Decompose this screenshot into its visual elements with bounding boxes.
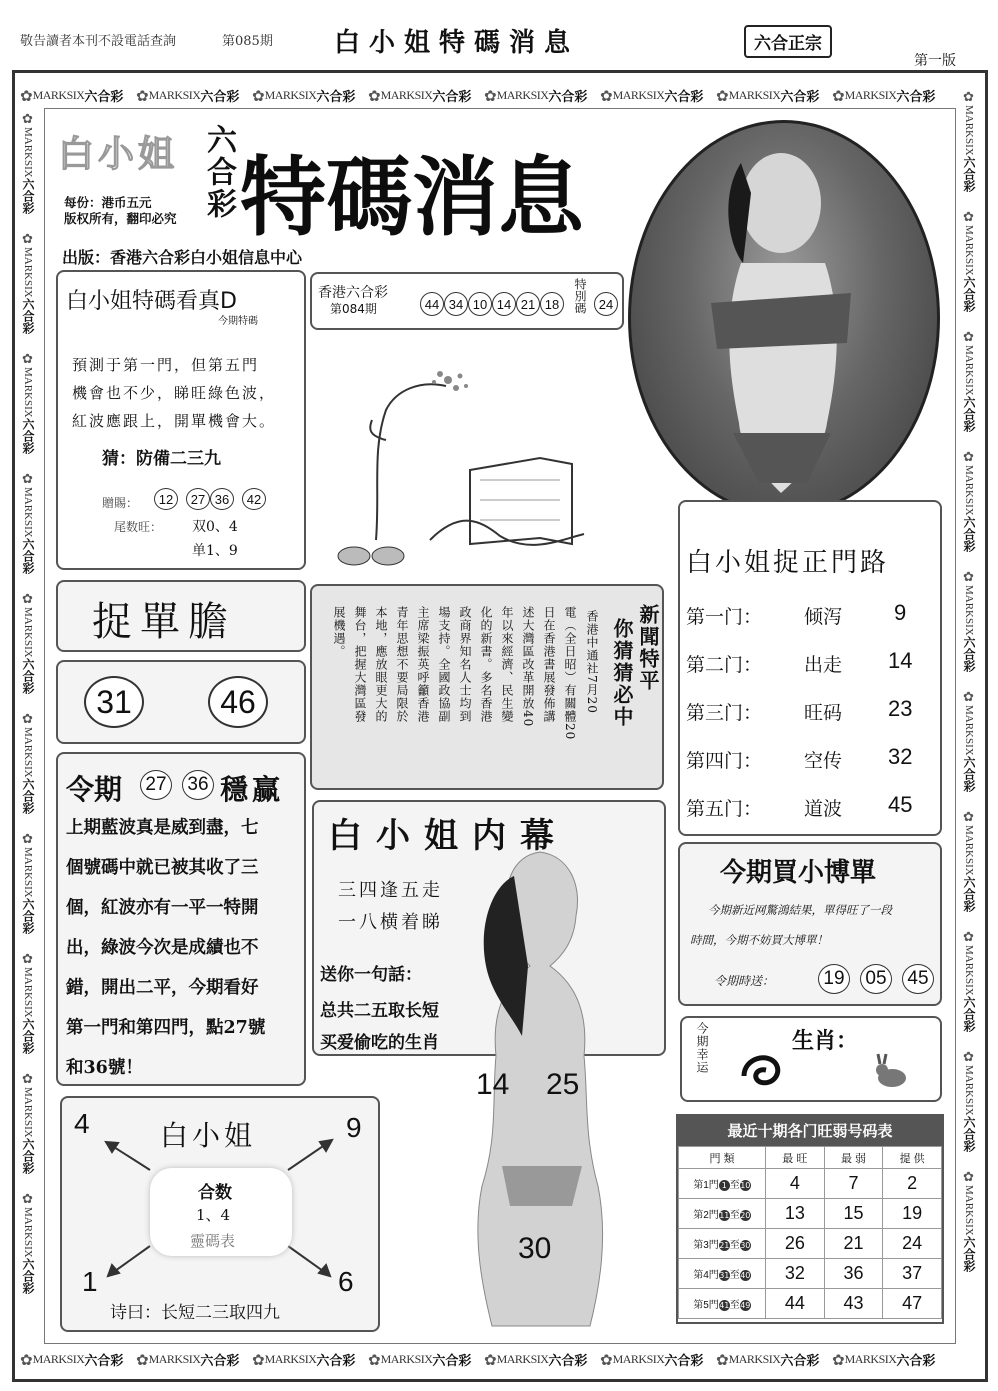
flower-icon: ✿ — [21, 1072, 36, 1087]
border-tile: ✿MARKSIX六合彩 — [962, 690, 977, 792]
issue-number: 第085期 — [222, 34, 273, 49]
border-tile: ✿ MARKSIX 六合彩 — [832, 1350, 936, 1369]
winning-box — [56, 752, 306, 1086]
header-title: 白小姐特碼消息 — [334, 28, 580, 58]
news-byline: 香港中通社7月20 — [585, 610, 599, 714]
border-tile: ✿MARKSIX六合彩 — [21, 592, 36, 694]
border-tile: ✿MARKSIX六合彩 — [21, 1072, 36, 1174]
winning-prefix: 令期 — [66, 773, 123, 806]
flower-icon: ✿ — [136, 86, 149, 105]
border-tile: ✿MARKSIX六合彩 — [962, 570, 977, 672]
news-column: 述大灣區改革開放40 — [521, 606, 535, 728]
border-tile: ✿MARKSIX六合彩 — [962, 810, 977, 912]
stats-header: 門 類 — [679, 1147, 766, 1169]
range-start: 21 — [719, 1240, 730, 1250]
stats-give: 2 — [883, 1169, 942, 1199]
border-tile: ✿ MARKSIX 六合彩 — [600, 1350, 704, 1369]
hk-number: 14 — [492, 292, 516, 316]
dan-number: 46 — [208, 676, 268, 728]
stats-gate: 第5門 — [693, 1300, 719, 1311]
stats-gate-cell: 第5門41至49 — [679, 1289, 766, 1319]
flower-icon: ✿ — [21, 712, 36, 727]
gate-number: 23 — [888, 696, 913, 721]
stats-cold: 15 — [824, 1199, 883, 1229]
flower-icon: ✿ — [716, 1350, 729, 1369]
border-tile: ✿MARKSIX六合彩 — [962, 210, 977, 312]
flower-icon: ✿ — [962, 930, 977, 945]
gate-number: 32 — [888, 744, 913, 769]
edition-label: 第一版 — [914, 53, 956, 69]
small-bet-number: 05 — [860, 964, 892, 994]
stats-gate-cell: 第2門11至20 — [679, 1199, 766, 1229]
stats-cold: 21 — [824, 1229, 883, 1259]
tema-title: 白小姐特碼看真D — [66, 289, 237, 314]
border-tile: ✿ MARKSIX 六合彩 — [716, 1350, 820, 1369]
gift-label: 贈賜： — [102, 496, 139, 510]
hk-number: 21 — [516, 292, 540, 316]
gift-number: 42 — [242, 488, 266, 510]
news-heading: 新聞特平 — [636, 604, 660, 692]
gate-word: 出走 — [804, 654, 843, 676]
stats-header: 最 旺 — [766, 1147, 825, 1169]
border-tile: ✿ MARKSIX 六合彩 — [484, 1350, 588, 1369]
border-tile: ✿MARKSIX六合彩 — [21, 952, 36, 1054]
center-value: 1、4 — [196, 1206, 231, 1224]
small-bet-number: 19 — [818, 964, 850, 994]
single-dan-numbers-box — [56, 660, 306, 744]
stats-gate-cell: 第3門21至30 — [679, 1229, 766, 1259]
stats-give: 24 — [883, 1229, 942, 1259]
stats-title: 最近十期各门旺弱号码表 — [678, 1116, 942, 1146]
small-bet-title: 今期買小博單 — [720, 858, 877, 888]
hk-number: 44 — [420, 292, 444, 316]
tema-line: 機會也不少，睇旺綠色波， — [72, 384, 277, 402]
corner-number: 1 — [82, 1266, 98, 1297]
gate-word: 空传 — [804, 750, 843, 772]
stats-header-row — [679, 1147, 942, 1169]
inside-line: 买爱偷吃的生肖 — [320, 1033, 439, 1053]
border-tile: ✿MARKSIX六合彩 — [21, 832, 36, 934]
border-tile: ✿MARKSIX六合彩 — [962, 1170, 977, 1272]
border-tile: ✿ MARKSIX 六合彩 — [832, 86, 936, 105]
flower-icon: ✿ — [962, 90, 977, 105]
stats-gate: 第1門 — [693, 1180, 719, 1191]
photo-oval — [628, 120, 940, 516]
winning-number: 36 — [182, 770, 214, 800]
range-start: 11 — [719, 1210, 730, 1220]
tree-snake-illustration — [310, 340, 624, 576]
flower-icon: ✿ — [252, 1350, 265, 1369]
model-photo — [631, 123, 937, 513]
flower-icon: ✿ — [21, 592, 36, 607]
range-end: 30 — [740, 1240, 751, 1250]
inside-gift: 送你一句話： — [320, 965, 422, 985]
notice-text: 敬告讀者本刊不設電話查詢 — [20, 34, 177, 49]
gates-title: 白小姐捉正門路 — [686, 548, 890, 578]
stats-give: 37 — [883, 1259, 942, 1289]
border-tile: ✿MARKSIX六合彩 — [21, 1192, 36, 1294]
tema-line: 預測于第一門，但第五門 — [72, 356, 260, 374]
flower-icon: ✿ — [962, 450, 977, 465]
gate-number: 9 — [894, 600, 907, 625]
inside-number: 25 — [546, 1068, 580, 1101]
winning-suffix: 穩赢 — [220, 773, 285, 806]
stats-cold: 43 — [824, 1289, 883, 1319]
inside-line: 一八横着睇 — [338, 912, 443, 933]
flower-icon: ✿ — [21, 832, 36, 847]
center-title: 合数 — [198, 1183, 232, 1203]
stats-hot: 13 — [766, 1199, 825, 1229]
copyright-text: 版权所有，翻印必究 — [64, 211, 177, 226]
range-end: 49 — [740, 1300, 751, 1310]
inside-line: 三四逢五走 — [338, 880, 443, 901]
inside-number: 30 — [518, 1232, 552, 1265]
stats-give: 47 — [883, 1289, 942, 1319]
news-column: 舞台，把握大灣區發 — [353, 606, 367, 723]
winning-line: 上期藍波真是威到盡，七 — [66, 818, 259, 838]
stats-gate: 第4門 — [693, 1270, 719, 1281]
header-stamp: 六合正宗 — [744, 25, 832, 58]
zodiac-side: 今期幸运 — [695, 1022, 709, 1074]
small-bet-text: 今期新近网驚鴻結果，單得旺了一段 — [708, 903, 892, 917]
border-tile: ✿MARKSIX六合彩 — [962, 1050, 977, 1152]
flower-icon: ✿ — [21, 472, 36, 487]
tema-subtitle: 今期特碼 — [218, 316, 258, 327]
single-dan-title: 捉單膽 — [92, 599, 236, 645]
gate-label: 第五门： — [686, 798, 763, 820]
hk-label: 香港六合彩 — [318, 285, 388, 301]
flower-icon: ✿ — [20, 86, 33, 105]
single-dan-box — [56, 580, 306, 652]
winning-line: 個號碼中就已被其收了三 — [66, 858, 259, 878]
range-end: 20 — [740, 1210, 751, 1220]
border-tile: ✿MARKSIX六合彩 — [21, 352, 36, 454]
vertical-brand: 六合彩 — [201, 124, 236, 220]
corner-number: 4 — [74, 1108, 90, 1139]
tail-line: 单1、9 — [192, 543, 238, 559]
hk-result-box — [310, 272, 624, 330]
stats-gate: 第3門 — [693, 1240, 719, 1251]
small-bet-label: 令期時送： — [714, 974, 775, 988]
stats-gate: 第2門 — [693, 1210, 719, 1221]
range-start: 31 — [719, 1270, 730, 1280]
stats-gate-cell: 第1門 1 至10 — [679, 1169, 766, 1199]
news-column: 場支持。全國政協副 — [437, 606, 451, 723]
flower-icon: ✿ — [21, 1192, 36, 1207]
news-column: 政商界知名人士均到 — [458, 606, 472, 723]
range-end: 40 — [740, 1270, 751, 1280]
border-tile: ✿MARKSIX六合彩 — [962, 330, 977, 432]
tema-guess: 猜：防備二三九 — [102, 449, 221, 469]
tema-box — [56, 270, 306, 570]
winning-number: 27 — [140, 770, 172, 800]
flower-icon: ✿ — [962, 210, 977, 225]
flower-icon: ✿ — [716, 86, 729, 105]
news-column: 青年思想不要局限於 — [395, 606, 409, 723]
compass-poem: 诗曰：长短二三取四九 — [110, 1303, 280, 1323]
gate-label: 第一门： — [686, 606, 763, 628]
news-slogan: 你猜猜必中 — [610, 618, 634, 728]
corner-number: 9 — [346, 1112, 362, 1143]
border-tile: ✿ MARKSIX 六合彩 — [368, 86, 472, 105]
zodiac-box — [680, 1016, 942, 1102]
news-column: 日在香港書展發佈講 — [542, 606, 556, 723]
corner-number: 6 — [338, 1266, 354, 1297]
stats-cold: 36 — [824, 1259, 883, 1289]
flower-icon: ✿ — [368, 86, 381, 105]
flower-icon: ✿ — [832, 1350, 845, 1369]
flower-icon: ✿ — [962, 570, 977, 585]
flower-icon: ✿ — [21, 352, 36, 367]
rabbit-icon — [872, 1052, 912, 1090]
tail-label: 尾数旺： — [114, 520, 163, 534]
range-end: 10 — [740, 1180, 751, 1190]
border-tile: ✿MARKSIX六合彩 — [962, 450, 977, 552]
stats-hot: 4 — [766, 1169, 825, 1199]
winning-line: 和36號！ — [66, 1058, 143, 1078]
winning-line: 個，紅波亦有一平一特開 — [66, 898, 259, 918]
price-text: 每份：港币五元 — [64, 195, 152, 210]
border-tile: ✿ MARKSIX 六合彩 — [716, 86, 820, 105]
border-tile: ✿MARKSIX六合彩 — [21, 472, 36, 574]
gate-number: 14 — [888, 648, 913, 673]
border-tile: ✿ MARKSIX 六合彩 — [252, 86, 356, 105]
flower-icon: ✿ — [832, 86, 845, 105]
gate-word: 道波 — [804, 798, 843, 820]
stats-cold: 7 — [824, 1169, 883, 1199]
gate-label: 第三门： — [686, 702, 763, 724]
inside-number: 14 — [476, 1068, 510, 1101]
stats-hot: 44 — [766, 1289, 825, 1319]
winning-line: 第一門和第四門，點27號 — [66, 1018, 266, 1038]
hk-number: 34 — [444, 292, 468, 316]
stats-row — [679, 1199, 942, 1229]
flower-icon: ✿ — [20, 1350, 33, 1369]
flower-icon: ✿ — [21, 232, 36, 247]
border-tile: ✿MARKSIX六合彩 — [962, 90, 977, 192]
special-number: 24 — [594, 292, 618, 316]
gate-label: 第四门： — [686, 750, 763, 772]
news-column: 電（全日昭）有關體20 — [563, 606, 577, 741]
border-tile: ✿ MARKSIX 六合彩 — [252, 1350, 356, 1369]
gates-box — [678, 500, 942, 836]
stats-header: 提 供 — [883, 1147, 942, 1169]
border-tile: ✿ MARKSIX 六合彩 — [484, 86, 588, 105]
stats-row — [679, 1289, 942, 1319]
border-tile: ✿ MARKSIX 六合彩 — [20, 1350, 124, 1369]
news-column: 化的新書。多名香港 — [479, 606, 493, 723]
flower-icon: ✿ — [962, 330, 977, 345]
special-label: 特別碼 — [573, 278, 587, 314]
brand-outline: 白小姐 — [58, 134, 179, 175]
border-tile: ✿MARKSIX六合彩 — [21, 232, 36, 334]
flower-icon: ✿ — [962, 690, 977, 705]
border-tile: ✿MARKSIX六合彩 — [21, 712, 36, 814]
winning-line: 錯，開出二平，今期看好 — [66, 978, 259, 998]
gift-number: 12 — [154, 488, 178, 510]
inside-line: 总共二五取长短 — [320, 1001, 439, 1021]
flower-icon: ✿ — [962, 810, 977, 825]
small-bet-number: 45 — [902, 964, 934, 994]
zodiac-title: 生肖： — [792, 1028, 859, 1054]
flower-icon: ✿ — [21, 112, 36, 127]
inside-title: 白小姐内幕 — [328, 816, 568, 856]
gate-label: 第二门： — [686, 654, 763, 676]
border-tile: ✿MARKSIX六合彩 — [21, 112, 36, 214]
compass-title: 白小姐 — [160, 1119, 257, 1152]
gift-number: 36 — [210, 488, 234, 510]
illustration-panel — [310, 340, 624, 576]
hk-issue: 第084期 — [330, 302, 377, 316]
stats-hot: 32 — [766, 1259, 825, 1289]
stats-give: 19 — [883, 1199, 942, 1229]
stats-header: 最 弱 — [824, 1147, 883, 1169]
flower-icon: ✿ — [600, 1350, 613, 1369]
stats-hot: 26 — [766, 1229, 825, 1259]
big-title: 特碼消息 — [240, 147, 584, 248]
border-tile: ✿ MARKSIX 六合彩 — [20, 86, 124, 105]
stats-row — [679, 1229, 942, 1259]
news-box — [310, 584, 664, 790]
stats-table-box — [676, 1114, 944, 1324]
hk-number: 10 — [468, 292, 492, 316]
hk-number: 18 — [540, 292, 564, 316]
flower-icon: ✿ — [600, 86, 613, 105]
stats-row — [679, 1169, 942, 1199]
border-tile: ✿ MARKSIX 六合彩 — [136, 1350, 240, 1369]
news-column: 主席梁振英呼籲香港 — [416, 606, 430, 723]
gate-word: 旺码 — [804, 702, 843, 724]
flower-icon: ✿ — [368, 1350, 381, 1369]
small-bet-text: 時間，今期不妨買大博單！ — [690, 933, 828, 947]
border-tile: ✿ MARKSIX 六合彩 — [368, 1350, 472, 1369]
flower-icon: ✿ — [962, 1050, 977, 1065]
tail-line: 双0、4 — [192, 519, 238, 535]
gate-number: 45 — [888, 792, 913, 817]
gift-number: 27 — [186, 488, 210, 510]
stats-table — [678, 1146, 942, 1319]
border-tile: ✿MARKSIX六合彩 — [962, 930, 977, 1032]
publisher-text: 出版：香港六合彩白小姐信息中心 — [62, 248, 303, 267]
compass-box — [60, 1096, 380, 1332]
dan-number: 31 — [84, 676, 144, 728]
winning-line: 出，綠波今次是成績也不 — [66, 938, 259, 958]
small-bet-box — [678, 842, 942, 1006]
range-start: 41 — [719, 1300, 730, 1310]
center-label: 靈碼表 — [190, 1232, 236, 1250]
gate-word: 倾泻 — [804, 606, 843, 628]
range-start: 1 — [719, 1180, 730, 1191]
stats-gate-cell: 第4門31至40 — [679, 1259, 766, 1289]
flower-icon: ✿ — [252, 86, 265, 105]
flower-icon: ✿ — [484, 86, 497, 105]
border-tile: ✿ MARKSIX 六合彩 — [600, 86, 704, 105]
flower-icon: ✿ — [136, 1350, 149, 1369]
border-tile: ✿ MARKSIX 六合彩 — [136, 86, 240, 105]
news-column: 本地，應放眼更大的 — [374, 606, 388, 723]
news-column: 展機遇。 — [332, 606, 346, 658]
snake-icon — [738, 1046, 788, 1090]
stats-row — [679, 1259, 942, 1289]
tema-line: 紅波應跟上，開單機會大。 — [72, 412, 277, 430]
flower-icon: ✿ — [21, 952, 36, 967]
flower-icon: ✿ — [962, 1170, 977, 1185]
flower-icon: ✿ — [484, 1350, 497, 1369]
news-column: 年以來經濟、民生變 — [500, 606, 514, 723]
